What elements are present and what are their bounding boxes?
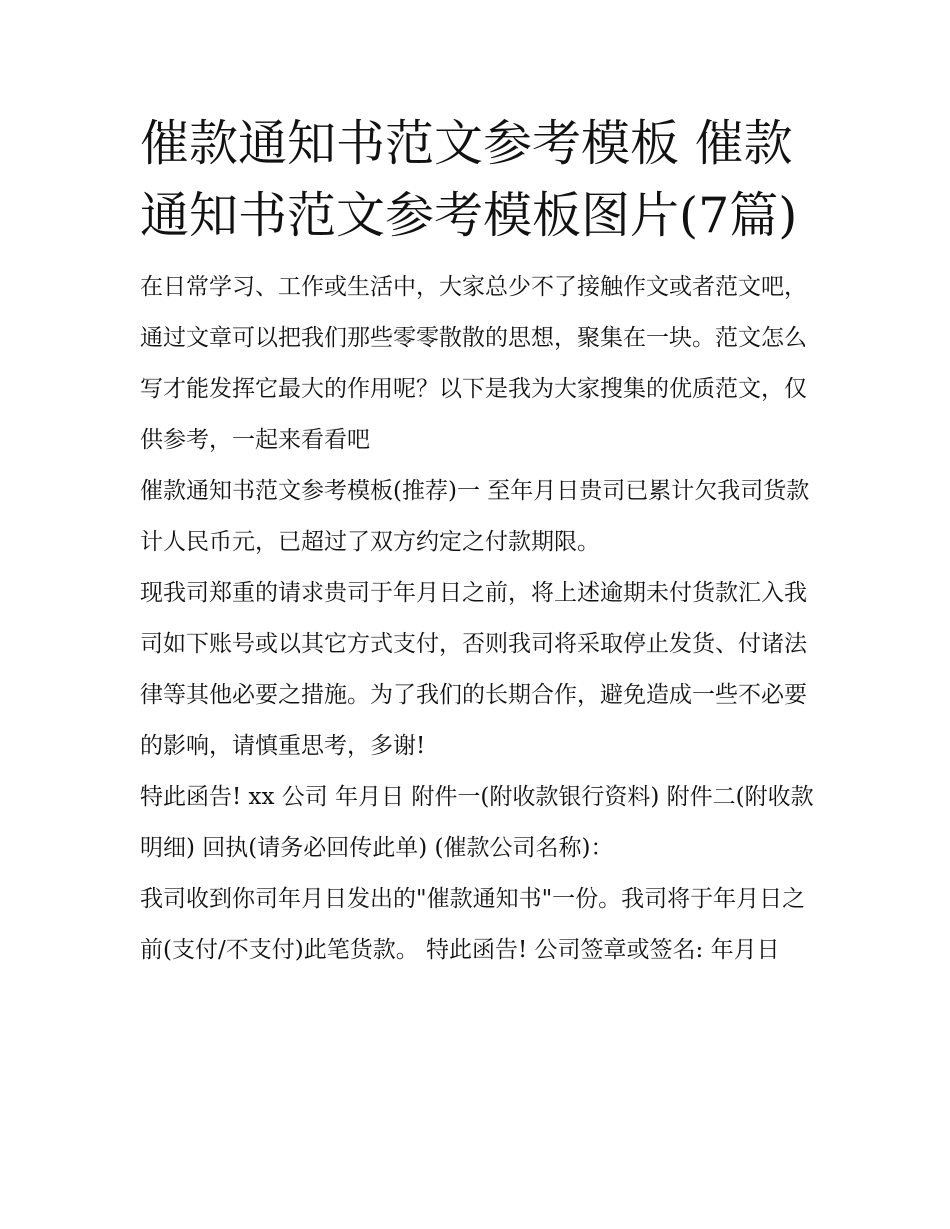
- paragraph-intro: 在日常学习、工作或生活中，大家总少不了接触作文或者范文吧，通过文章可以把我们那些零零散散的思想，聚集在一块。范文怎么写才能发挥它最大的作用呢？以下是我为大家搜集的优质范文，仅供参考，一起来看看吧: [140, 274, 807, 453]
- document-body: [140, 108, 816, 976]
- paragraph-closing-attachments: 特此函告! xx 公司 年月日 附件一(附收款银行资料) 附件二(附收款明细) 回执(请务必回传此单) (催款公司名称)：: [140, 784, 814, 861]
- paragraph-notice-opening: 催款通知书范文参考模板(推荐)一 至年月日贵司已累计欠我司货款计人民币元，已超过了双方约定之付款期限。: [140, 478, 810, 555]
- paragraph-payment-request: 现我司郑重的请求贵司于年月日之前，将上述逾期未付货款汇入我司如下账号或以其它方式支付，否则我司将采取停止发货、付诸法律等其他必要之措施。为了我们的长期合作，避免造成一些不必要的影响，请慎重思考，多谢!: [140, 580, 807, 759]
- paragraph-receipt: 我司收到你司年月日发出的"催款通知书"一份。我司将于年月日之前(支付/不支付)此笔货款。 特此函告! 公司签章或签名: 年月日: [140, 886, 806, 963]
- document-title: 催款通知书范文参考模板 催款通知书范文参考模板图片(7篇): [140, 115, 798, 244]
